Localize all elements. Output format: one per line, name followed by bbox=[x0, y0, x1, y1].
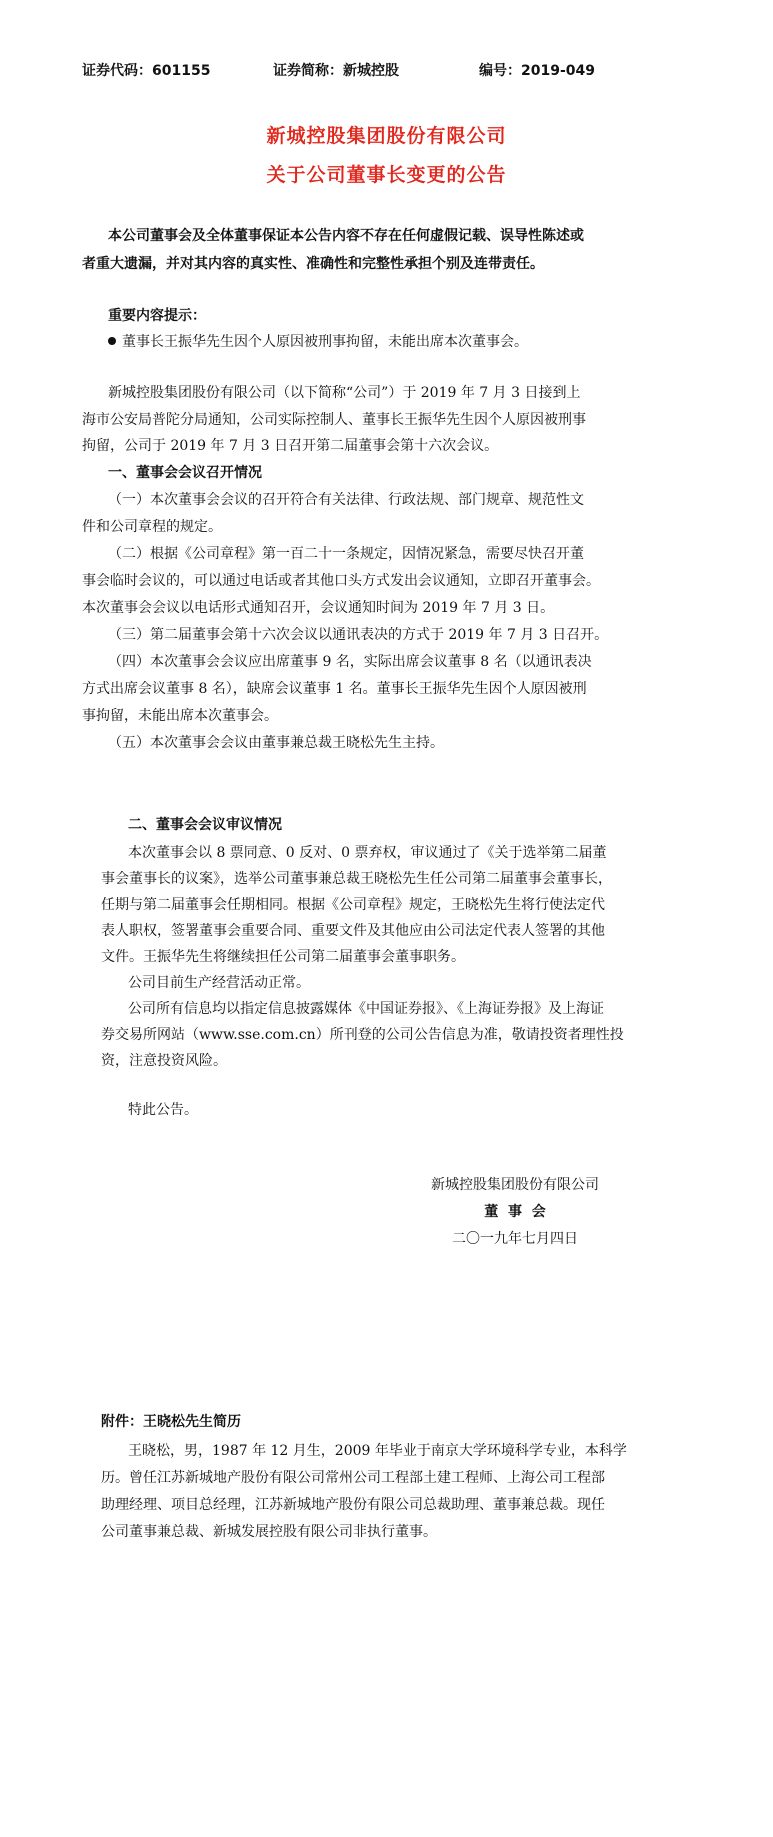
section2-line: 公司目前生产经营活动正常。 bbox=[128, 975, 310, 991]
appendix-heading: 附件：王晓松先生简历 bbox=[101, 1414, 241, 1430]
section1-line: （三）第二届董事会第十六次会议以通讯表决的方式于 2019 年 7 月 3 日召开。 bbox=[108, 627, 609, 643]
title-subject: 关于公司董事长变更的公告 bbox=[266, 164, 507, 186]
appendix-line: 王晓松，男，1987 年 12 月生，2009 年毕业于南京大学环境科学专业，本科学 bbox=[128, 1443, 627, 1459]
closing-text: 特此公告。 bbox=[128, 1102, 198, 1118]
section2-heading: 二、董事会会议审议情况 bbox=[128, 817, 282, 833]
doc-number: 编号：2019-049 bbox=[479, 63, 595, 79]
section2-line: 本次董事会以 8 票同意、0 反对、0 票弃权，审议通过了《关于选举第二届董 bbox=[128, 845, 607, 861]
section2-line: 资，注意投资风险。 bbox=[101, 1053, 227, 1069]
section1-line: （二）根据《公司章程》第一百二十一条规定，因情况紧急，需要尽快召开董 bbox=[108, 546, 584, 562]
section2-line: 任期与第二届董事会任期相同。根据《公司章程》规定，王晓松先生将行使法定代 bbox=[101, 897, 605, 913]
statement-line: 本公司董事会及全体董事保证本公告内容不存在任何虚假记载、误导性陈述或 bbox=[108, 228, 584, 244]
highlight-item bbox=[108, 335, 528, 349]
section2-line: 表人职权，签署董事会重要合同、重要文件及其他应由公司法定代表人签署的其他 bbox=[101, 923, 605, 939]
section1-heading: 一、董事会会议召开情况 bbox=[108, 465, 262, 481]
appendix-line: 历。曾任江苏新城地产股份有限公司常州公司工程部土建工程师、上海公司工程部 bbox=[101, 1470, 605, 1486]
signature-date: 二〇一九年七月四日 bbox=[452, 1231, 578, 1247]
section1-line: 件和公司章程的规定。 bbox=[82, 519, 222, 535]
section1-line: 事拘留，未能出席本次董事会。 bbox=[82, 708, 278, 724]
section2-line: 文件。王振华先生将继续担任公司第二届董事会董事职务。 bbox=[101, 949, 465, 965]
section1-line: （一）本次董事会会议的召开符合有关法律、行政法规、部门规章、规范性文 bbox=[108, 492, 584, 508]
stock-code: 证券代码：601155 bbox=[82, 63, 211, 79]
title-company: 新城控股集团股份有限公司 bbox=[266, 125, 507, 147]
section2-line: 事会董事长的议案》，选举公司董事兼总裁王晓松先生任公司第二届董事会董事长， bbox=[101, 871, 612, 887]
highlights-heading: 重要内容提示： bbox=[108, 308, 206, 324]
bullet-icon bbox=[108, 337, 116, 345]
section1-line: （五）本次董事会会议由董事兼总裁王晓松先生主持。 bbox=[108, 735, 444, 751]
section1-line: （四）本次董事会会议应出席董事 9 名，实际出席会议董事 8 名（以通讯表决 bbox=[108, 654, 592, 670]
appendix-line: 公司董事兼总裁、新城发展控股有限公司非执行董事。 bbox=[101, 1524, 437, 1540]
stock-name: 证券简称：新城控股 bbox=[273, 63, 399, 79]
section2-line: 公司所有信息均以指定信息披露媒体《中国证券报》、《上海证券报》及上海证 bbox=[128, 1001, 604, 1017]
highlight-text: 董事长王振华先生因个人原因被刑事拘留，未能出席本次董事会。 bbox=[122, 334, 528, 350]
signature-company: 新城控股集团股份有限公司 bbox=[431, 1177, 599, 1193]
section1-line: 方式出席会议董事 8 名），缺席会议董事 1 名。董事长王振华先生因个人原因被刑 bbox=[82, 681, 587, 697]
intro-line: 拘留，公司于 2019 年 7 月 3 日召开第二届董事会第十六次会议。 bbox=[82, 438, 499, 454]
intro-line: 海市公安局普陀分局通知，公司实际控制人、董事长王振华先生因个人原因被刑事 bbox=[82, 412, 586, 428]
appendix-line: 助理经理、项目总经理，江苏新城地产股份有限公司总裁助理、董事兼总裁。现任 bbox=[101, 1497, 605, 1513]
intro-line: 新城控股集团股份有限公司（以下简称“公司”）于 2019 年 7 月 3 日接到上 bbox=[108, 385, 581, 401]
section1-line: 本次董事会会议以电话形式通知召开，会议通知时间为 2019 年 7 月 3 日。 bbox=[82, 600, 555, 616]
section1-line: 事会临时会议的，可以通过电话或者其他口头方式发出会议通知，立即召开董事会。 bbox=[82, 573, 600, 589]
statement-line: 者重大遗漏，并对其内容的真实性、准确性和完整性承担个别及连带责任。 bbox=[82, 256, 544, 272]
section2-line: 券交易所网站（www.sse.com.cn）所刊登的公司公告信息为准，敬请投资者理性投 bbox=[101, 1027, 624, 1043]
signature-board: 董 事 会 bbox=[484, 1204, 546, 1220]
